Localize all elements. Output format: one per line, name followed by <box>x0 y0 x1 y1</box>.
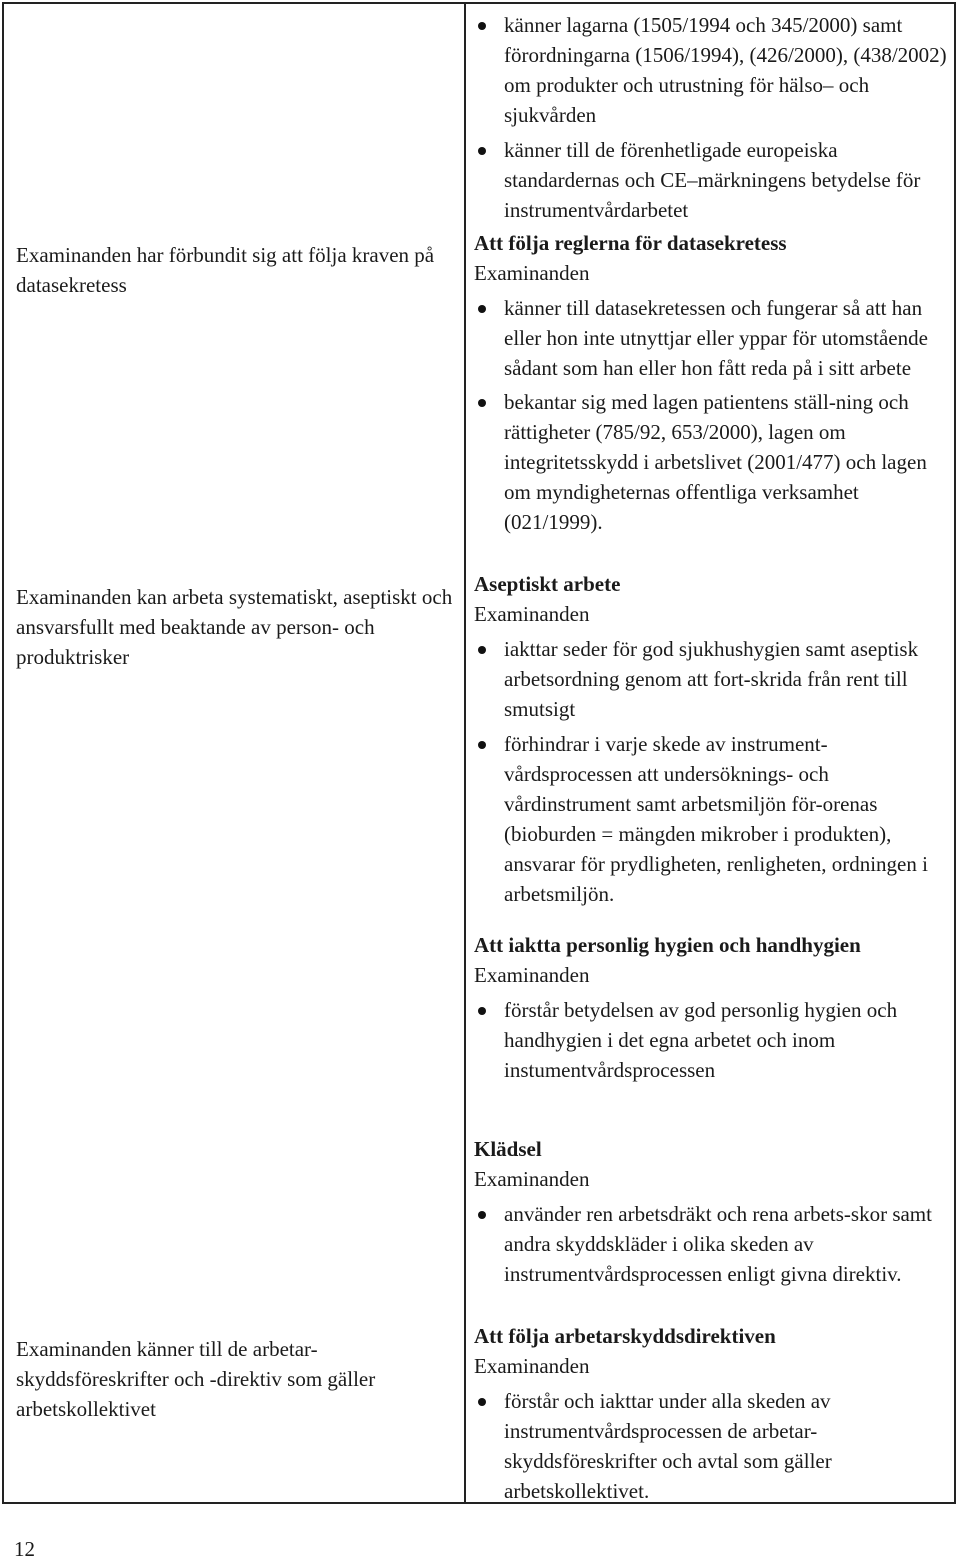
section-aseptiskt-arbete <box>474 569 952 909</box>
list-item: förstår och iakttar under alla skeden av instrumentvårdsprocessen de arbetar-skyddsföreskrifter och avtal som gäller arbetskollektivet. <box>474 1386 952 1506</box>
section-heading: Att följa arbetarskyddsdirektiven <box>474 1324 776 1348</box>
list-item: bekantar sig med lagen patientens ställ-ning och rättigheter (785/92, 653/2000), lagen om integritetsskydd i arbetslivet (2001/477) och lagen om myndigheternas offentliga verksamhet (021/1999). <box>474 387 952 537</box>
left-cell-datasekretess: Examinanden har förbundit sig att följa kraven på datasekretess <box>16 243 435 297</box>
section-subject: Examinanden <box>474 1167 590 1191</box>
intro-bullet-list <box>474 10 952 225</box>
list-item: förstår betydelsen av god personlig hygien och handhygien i det egna arbetet och inom instumentvårdsprocessen <box>474 995 952 1085</box>
left-cell-aseptiskt-arbete: Examinanden kan arbeta systematiskt, aseptiskt och ansvarsfullt med beaktande av person- och produktrisker <box>16 585 453 669</box>
list-item: känner till datasekretessen och fungerar så att han eller hon inte utnyttjar eller yppar för utomstående sådant som han eller hon fått reda på i sitt arbete <box>474 293 952 383</box>
section-personlig-hygien <box>474 930 952 1085</box>
criteria-table <box>2 2 956 1504</box>
column-divider <box>464 4 466 1502</box>
list-item: känner lagarna (1505/1994 och 345/2000) samt förordningarna (1506/1994), (426/2000), (438/2002) om produkter och utrustning för hälso– och sjukvården <box>474 10 952 130</box>
section-heading: Klädsel <box>474 1137 542 1161</box>
section-heading: Aseptiskt arbete <box>474 572 621 596</box>
section-bullet-list <box>474 634 952 909</box>
page-number: 12 <box>14 1537 35 1561</box>
section-datasekretess <box>474 228 952 537</box>
list-item: använder ren arbetsdräkt och rena arbets-skor samt andra skyddskläder i olika skeden av instrumentvårdsprocessen enligt givna direktiv. <box>474 1199 952 1289</box>
section-bullet-list <box>474 995 952 1085</box>
left-cell-arbetarskydd: Examinanden känner till de arbetar-skyddsföreskrifter och -direktiv som gäller arbetskollektivet <box>16 1337 376 1421</box>
section-subject: Examinanden <box>474 261 590 285</box>
section-arbetarskyddsdirektiven <box>474 1321 952 1506</box>
section-subject: Examinanden <box>474 1354 590 1378</box>
section-kladsel <box>474 1134 952 1289</box>
intro-block <box>474 10 952 225</box>
list-item: förhindrar i varje skede av instrument-vårdsprocessen att undersöknings- och vårdinstrument samt arbetsmiljön för-orenas (bioburden = mängden mikrober i produkten), ansvarar för prydligheten, renligheten, ordningen i arbetsmiljön. <box>474 729 952 909</box>
list-item: känner till de förenhetligade europeiska standardernas och CE–märkningens betydelse för instrumentvårdarbetet <box>474 135 952 225</box>
section-subject: Examinanden <box>474 602 590 626</box>
section-heading: Att följa reglerna för datasekretess <box>474 231 787 255</box>
section-bullet-list <box>474 1386 952 1506</box>
section-subject: Examinanden <box>474 963 590 987</box>
section-bullet-list <box>474 1199 952 1289</box>
section-bullet-list <box>474 293 952 537</box>
section-heading: Att iaktta personlig hygien och handhygien <box>474 933 861 957</box>
list-item: iakttar seder för god sjukhushygien samt aseptisk arbetsordning genom att fort-skrida från rent till smutsigt <box>474 634 952 724</box>
